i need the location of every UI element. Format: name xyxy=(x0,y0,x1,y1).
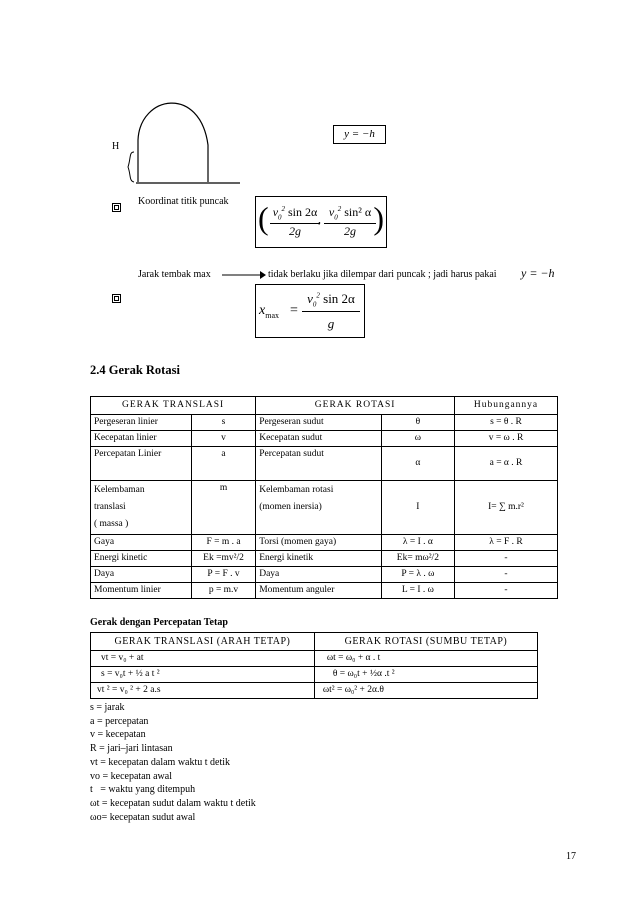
cell: Percepatan sudut xyxy=(256,447,382,481)
cell: P = F . v xyxy=(191,567,255,583)
cell: Kelembaman rotasi (momen inersia) xyxy=(256,481,382,535)
cell: Kecepatan sudut xyxy=(256,431,382,447)
cell: Energi kinetic xyxy=(91,551,192,567)
sin2a-text-2: sin 2α xyxy=(323,291,355,306)
legend-list xyxy=(90,701,256,824)
table-row xyxy=(91,567,558,583)
max-label: Jarak tembak max xyxy=(138,269,211,280)
den-2g: 2g xyxy=(289,224,301,239)
checkbox-bullet-icon xyxy=(112,203,121,212)
list-item: a = percepatan xyxy=(90,715,149,727)
v0-symbol-2: v xyxy=(328,205,335,219)
cell: Kelembaman translasi ( massa ) xyxy=(91,481,192,535)
checkbox-bullet-icon-2 xyxy=(112,294,121,303)
table-header-row xyxy=(91,397,558,415)
header-translasi-tetap: GERAK TRANSLASI (ARAH TETAP) xyxy=(91,633,315,651)
cell: p = m.v xyxy=(191,583,255,599)
list-item: s = jarak xyxy=(90,702,125,713)
cell: vt = v₀ + at xyxy=(91,651,315,667)
cell: λ = F . R xyxy=(455,535,558,551)
equals-sign: = xyxy=(290,303,298,318)
cell: ωt = ω₀ + α . t xyxy=(314,651,537,667)
arrow-right-icon xyxy=(222,270,266,280)
cell: λ = I . α xyxy=(381,535,454,551)
cell: v = ω . R xyxy=(455,431,558,447)
cell: Momentum anguler xyxy=(256,583,382,599)
table-row xyxy=(91,583,558,599)
left-paren-icon: ( xyxy=(258,200,269,236)
cell: vt ² = v₀ ² + 2 a.s xyxy=(91,683,315,699)
cell: Pergeseran sudut xyxy=(256,415,382,431)
list-item: vo = kecepatan awal xyxy=(90,770,172,782)
subheading: Gerak dengan Percepatan Tetap xyxy=(90,617,228,628)
list-item: vt = kecepatan dalam waktu t detik xyxy=(90,756,231,768)
cell: Daya xyxy=(91,567,192,583)
cell: F = m . a xyxy=(191,535,255,551)
table-row xyxy=(91,551,558,567)
sin2-a-text: sin² α xyxy=(344,205,372,219)
page-number: 17 xyxy=(566,851,576,862)
list-item: ωo= kecepatan sudut awal xyxy=(90,811,196,823)
right-paren-icon: ) xyxy=(373,200,384,236)
section-title: 2.4 Gerak Rotasi xyxy=(90,363,180,377)
cell: s = θ . R xyxy=(455,415,558,431)
list-item: R = jari–jari lintasan xyxy=(90,743,173,755)
cell: ωt² = ω₀² + 2α.θ xyxy=(314,683,537,699)
table-row xyxy=(91,667,538,683)
cell: s xyxy=(191,415,255,431)
cell: I= ∑ m.r² xyxy=(455,481,558,535)
list-item: ωt = kecepatan sudut dalam waktu t detik xyxy=(90,797,256,809)
cell: ω xyxy=(381,431,454,447)
cell: Ek =mv²/2 xyxy=(191,551,255,567)
cell: Kecepatan linier xyxy=(91,431,192,447)
parabola-figure xyxy=(100,95,260,190)
max-note: tidak berlaku jika dilempar dari puncak ; jadi harus pakai xyxy=(268,269,497,280)
table-row-mass xyxy=(91,481,558,535)
h-label: H xyxy=(112,141,120,152)
header-hubungan: Hubungannya xyxy=(455,397,558,415)
cell: I xyxy=(381,481,454,535)
cell: Percepatan Linier xyxy=(91,447,192,481)
cell: θ = ω₀t + ½α .t ² xyxy=(314,667,537,683)
sin2a-text: sin 2α xyxy=(288,205,318,219)
table-row xyxy=(91,447,558,481)
peak-label: Koordinat titik puncak xyxy=(138,196,229,207)
den-2g-2: 2g xyxy=(344,224,356,239)
constant-acceleration-table xyxy=(90,632,538,699)
cell: Ek= mω²/2 xyxy=(381,551,454,567)
cell: a = α . R xyxy=(455,447,558,481)
cell: a xyxy=(191,447,255,481)
cell: - xyxy=(455,551,558,567)
rotation-table xyxy=(90,396,558,599)
header-rotasi: GERAK ROTASI xyxy=(256,397,455,415)
v0-symbol: v xyxy=(272,205,279,219)
cell: - xyxy=(455,567,558,583)
table-row xyxy=(91,535,558,551)
table-row xyxy=(91,683,538,699)
max-note-eq: y = −h xyxy=(521,266,555,280)
list-item: t = waktu yang ditempuh xyxy=(90,784,196,796)
cell: Pergeseran linier xyxy=(91,415,192,431)
x-symbol: $x_{max}$ xyxy=(259,303,279,320)
comma-sep: , xyxy=(318,212,321,226)
list-item: v = kecepatan xyxy=(90,729,146,741)
table-row xyxy=(91,415,558,431)
header-rotasi-tetap: GERAK ROTASI (SUMBU TETAP) xyxy=(314,633,537,651)
cell: s = v₀t + ½ a t ² xyxy=(91,667,315,683)
cell: α xyxy=(381,447,454,481)
xmax-frac: $v_0^2$ sin 2α g xyxy=(302,291,360,332)
cell: Energi kinetik xyxy=(256,551,382,567)
peak-frac-2: $v_0^2$ sin² α 2g xyxy=(324,205,376,239)
cell: Daya xyxy=(256,567,382,583)
cell: Momentum linier xyxy=(91,583,192,599)
cell: v xyxy=(191,431,255,447)
header-translasi: GERAK TRANSLASI xyxy=(91,397,256,415)
cell: Torsi (momen gaya) xyxy=(256,535,382,551)
peak-frac-1: $v_0^2$ sin 2α 2g xyxy=(270,205,320,239)
table-row xyxy=(91,431,558,447)
table-row xyxy=(91,651,538,667)
cell: L = I . ω xyxy=(381,583,454,599)
cell: P = λ . ω xyxy=(381,567,454,583)
table2-header-row xyxy=(91,633,538,651)
peak-formula-box xyxy=(255,196,387,248)
cell: θ xyxy=(381,415,454,431)
cell: Gaya xyxy=(91,535,192,551)
y-equals-minus-h-box: y = −h xyxy=(333,125,386,144)
xmax-formula-box xyxy=(255,284,365,338)
cell: - xyxy=(455,583,558,599)
den-g: g xyxy=(327,315,335,331)
v0-symbol-3: v xyxy=(307,291,313,306)
cell: m xyxy=(191,481,255,535)
